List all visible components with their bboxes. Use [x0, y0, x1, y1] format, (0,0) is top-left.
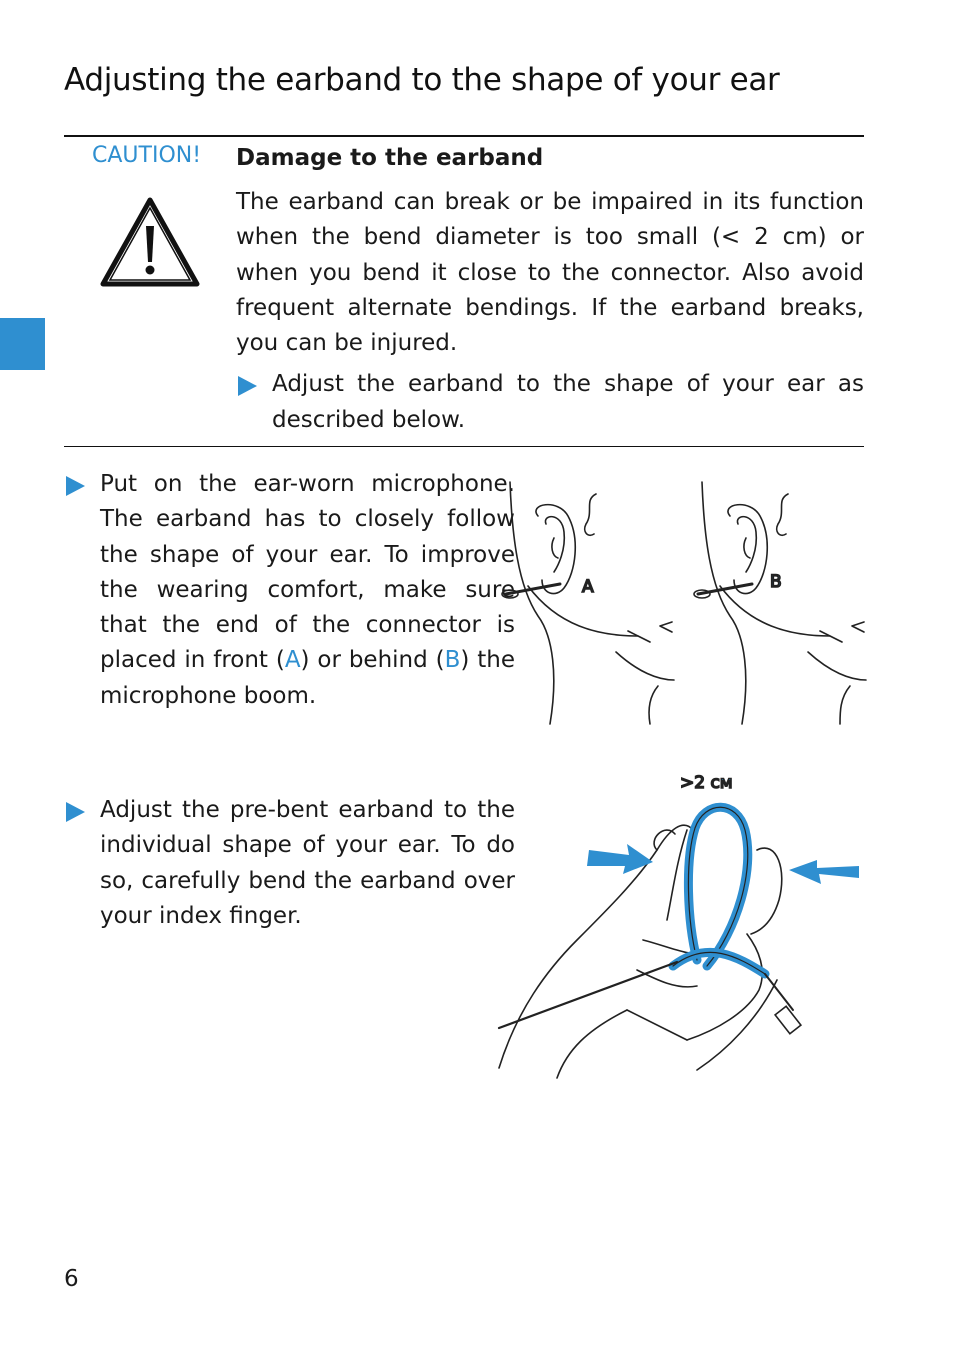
caution-text: The earband can break or be impaired in its function when the bend diameter is too small (< 2 cm) or when you bend it close to the connector. Also avoid frequent alternate bendings. If the earband breaks, you can be injured.: [236, 189, 864, 357]
caution-heading: Damage to the earband: [236, 145, 544, 171]
earband-bending-illustration: [497, 770, 867, 1080]
triangle-bullet-icon: [238, 376, 257, 396]
ear-position-illustration: [498, 476, 868, 726]
step-1-text: [100, 467, 515, 714]
bend-diameter-label: >2 см: [680, 773, 733, 793]
position-a-marker: A: [284, 647, 301, 674]
caution-top-rule: [64, 135, 864, 137]
step-2-text: Adjust the pre-bent earband to the individual shape of your ear. To do so, carefully bend the earband over your index finger.: [100, 797, 515, 929]
triangle-bullet-icon: [66, 476, 85, 496]
ear-figure-b: [694, 482, 866, 724]
caution-label: CAUTION!: [92, 143, 202, 168]
caution-instruction-text: Adjust the earband to the shape of your ear as described below.: [272, 371, 864, 433]
caution-instruction: [236, 367, 864, 438]
instruction-step-1: [64, 467, 515, 714]
instruction-step-2: [64, 793, 515, 934]
page-number: 6: [64, 1266, 79, 1292]
ear-label-b: B: [770, 572, 782, 592]
ear-label-a: A: [582, 577, 594, 597]
press-arrow-right: [789, 860, 859, 884]
step-1-text-part: ) the microphone boom.: [100, 647, 515, 709]
page-title: Adjusting the earband to the shape of your ear: [64, 62, 780, 98]
caution-bottom-rule: [64, 446, 864, 447]
position-b-marker: B: [444, 647, 461, 674]
chapter-tab-marker: [0, 318, 45, 370]
triangle-bullet-icon: [66, 802, 85, 822]
ear-figure-a: [502, 482, 674, 724]
step-1-text-part: ) or behind (: [300, 647, 445, 674]
warning-triangle-icon: [100, 196, 200, 288]
caution-body: [236, 141, 864, 438]
step-1-text-part: Put on the ear-worn microphone. The earband has to closely follow the shape of your ear. To improve the wearing comfort, make sure that the end of the connector is placed in front (: [100, 471, 515, 674]
earband-loop: [499, 807, 801, 1034]
